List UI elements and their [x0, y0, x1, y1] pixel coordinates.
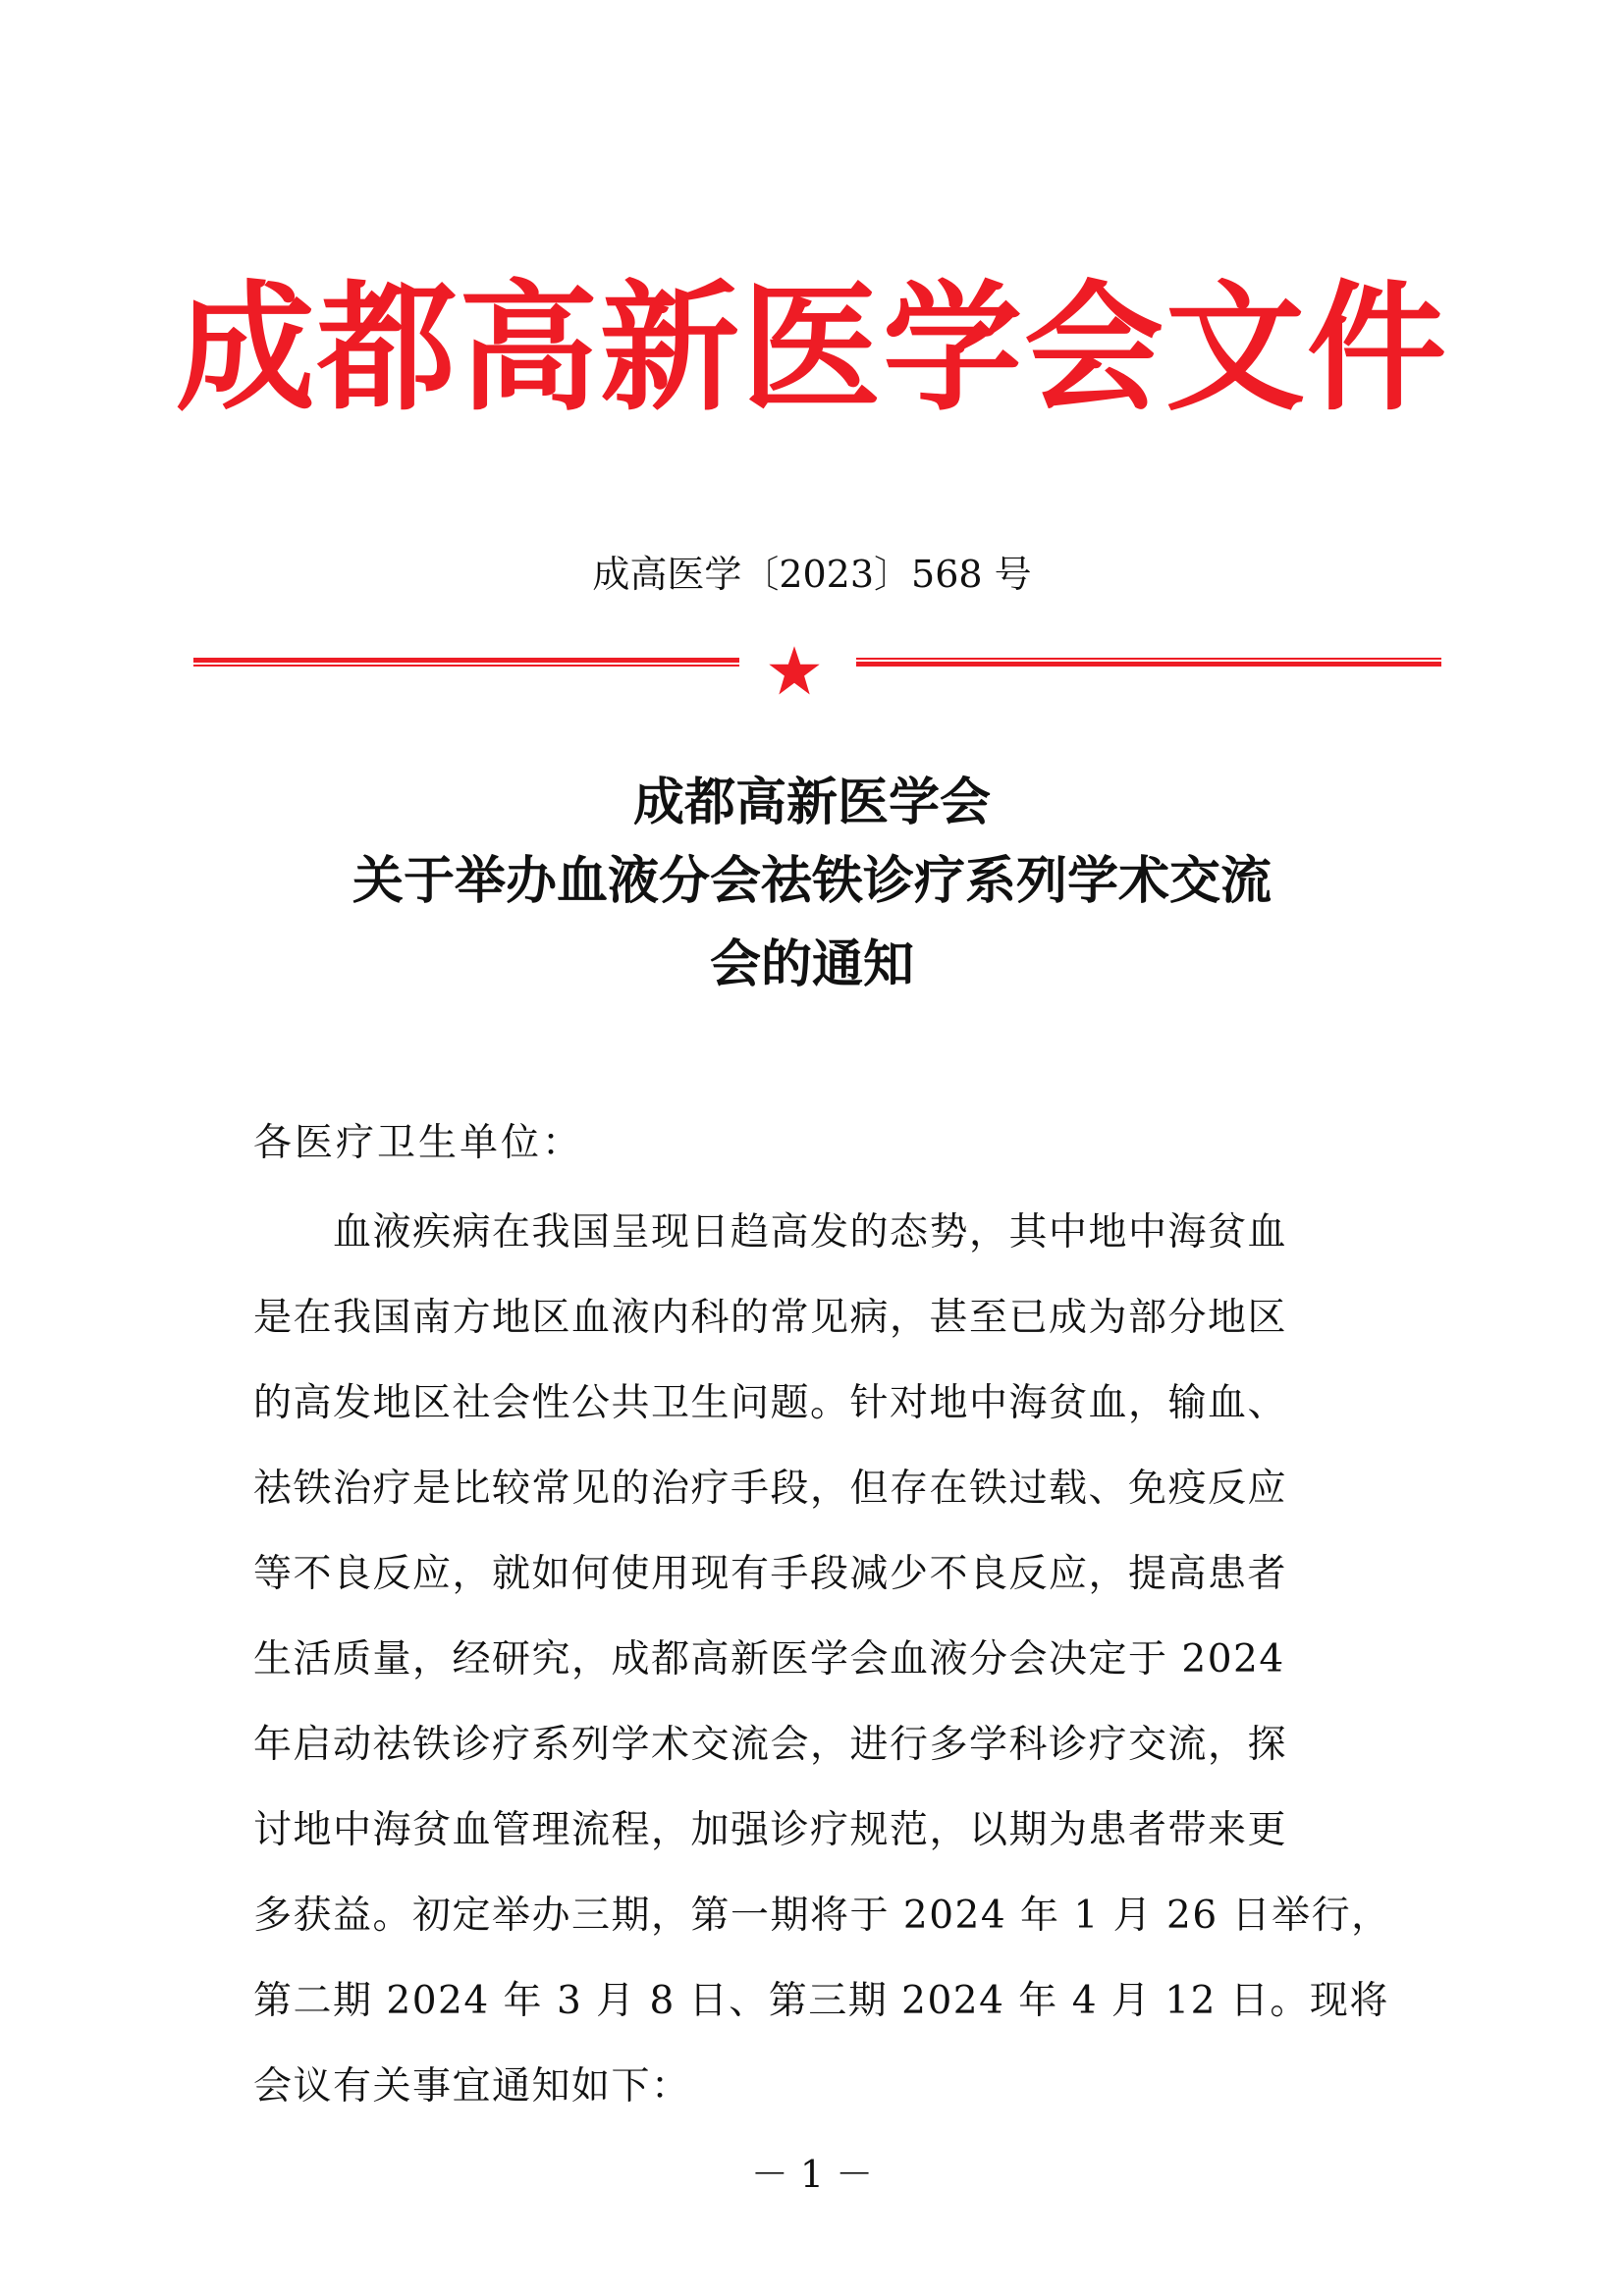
body-line: 会议有关事宜通知如下：	[253, 2064, 691, 2109]
body-line: 血液疾病在我国呈现日趋高发的态势，其中地中海贫血	[253, 1210, 1288, 1255]
body-line: 祛铁治疗是比较常见的治疗手段，但存在铁过载、免疫反应	[253, 1467, 1288, 1511]
body-line: 多获益。初定举办三期，第一期将于 2024 年 1 月 26 日举行，	[253, 1894, 1391, 1938]
star-icon	[767, 644, 822, 699]
masthead-title: 成都高新医学会文件	[176, 267, 1448, 430]
body-line: 第二期 2024 年 3 月 8 日、第三期 2024 年 4 月 12 日。现将	[253, 1979, 1389, 2023]
salutation: 各医疗卫生单位：	[253, 1121, 584, 1165]
notice-title-line-3: 会的通知	[709, 935, 914, 994]
notice-title-line-2: 关于举办血液分会祛铁诊疗系列学术交流	[352, 852, 1272, 911]
body-paragraph	[253, 1190, 1391, 2129]
document-number: 成高医学〔2023〕568 号	[592, 553, 1032, 596]
red-separator-left	[193, 658, 739, 667]
body-line: 等不良反应，就如何使用现有手段减少不良反应，提高患者	[253, 1552, 1288, 1596]
body-line: 生活质量，经研究，成都高新医学会血液分会决定于 2024	[253, 1637, 1285, 1682]
body-line: 的高发地区社会性公共卫生问题。针对地中海贫血，输血、	[253, 1381, 1288, 1425]
notice-title-line-1: 成都高新医学会	[632, 774, 991, 832]
body-line: 是在我国南方地区血液内科的常见病，甚至已成为部分地区	[253, 1296, 1288, 1340]
page-number: － 1 －	[750, 2153, 874, 2196]
body-line: 讨地中海贫血管理流程，加强诊疗规范，以期为患者带来更	[253, 1808, 1288, 1852]
body-line: 年启动祛铁诊疗系列学术交流会，进行多学科诊疗交流，探	[253, 1723, 1288, 1767]
red-separator-right	[856, 658, 1441, 667]
